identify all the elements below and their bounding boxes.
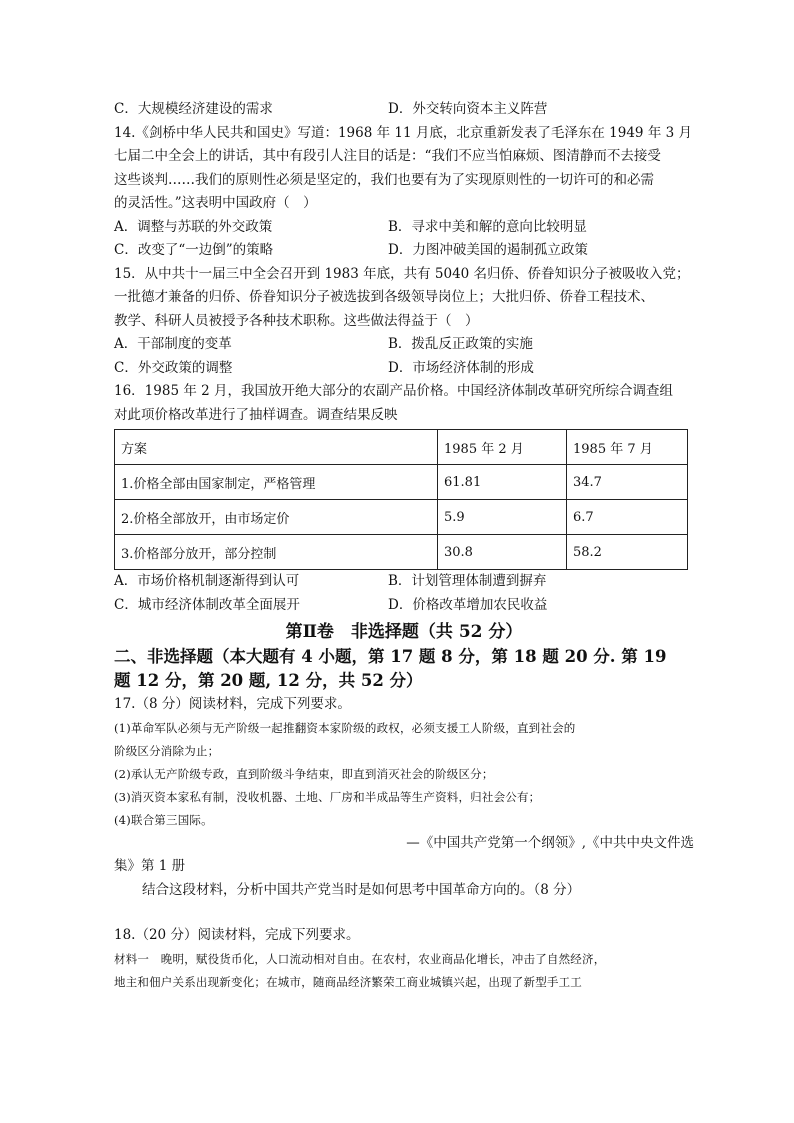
q14-options-cd [114,239,694,263]
q13-option-c: C．大规模经济建设的需求 [114,101,273,117]
q16-stem-line: 16．1985 年 2 月，我国放开绝大部分的农副产品价格。中国经济体制改革研究所综合调查组 [114,383,673,399]
q13-option-d: D．外交转向资本主义阵营 [388,101,548,117]
table-cell: 3.价格部分放开，部分控制 [115,535,438,570]
q16-option-b: B．计划管理体制遭到摒弃 [388,573,547,589]
table-cell: 58.2 [567,535,688,570]
table-header-cell: 1985 年 2 月 [438,430,567,465]
question-14 [114,122,694,263]
q14-option-d: D．力图冲破美国的遏制孤立政策 [388,242,588,258]
q14-options-ab [114,216,694,240]
q18-material-line: 地主和佃户关系出现新变化；在城市，随商品经济繁荣工商业城镇兴起，出现了新型手工工 [114,974,582,989]
table-row [115,500,688,535]
q17-stem: 17.（8 分）阅读材料，完成下列要求。 [114,696,351,712]
q17-material-line: (1)革命军队必须与无产阶级一起推翻资本家阶级的政权，必须支援工人阶级，直到社会的 [114,720,576,735]
table-header-cell: 1985 年 7 月 [567,430,688,465]
table-cell: 5.9 [438,500,567,535]
q14-option-c: C．改变了“一边倒”的策略 [114,242,274,258]
question-18 [114,924,694,994]
table-cell: 1.价格全部由国家制定，严格管理 [115,465,438,500]
table-row [115,535,688,570]
q13-options-cd [114,98,694,122]
survey-table [114,429,688,570]
q14-stem-line: 七届二中全会上的讲话，其中有段引人注目的话是：“我们不应当怕麻烦、图清静而不去接受 [114,148,661,164]
table-cell: 61.81 [438,465,567,500]
q17-task: 结合这段材料，分析中国共产党当时是如何思考中国革命方向的。（8 分） [142,881,581,898]
section-heading-line: 二、非选择题（本大题有 4 小题，第 17 题 8 分，第 18 题 20 分. 第 19 [114,647,667,666]
exam-page [114,98,694,994]
table-row [115,465,688,500]
q16-options-ab [114,570,694,594]
table-cell: 30.8 [438,535,567,570]
q15-option-d: D．市场经济体制的形成 [388,359,534,376]
q17-source: 集》第 1 册 [114,858,186,874]
q16-option-c: C．城市经济体制改革全面展开 [114,596,300,613]
q14-stem-line: 14.《剑桥中华人民共和国史》写道：1968 年 11 月底，北京重新发表了毛泽东在 1949 年 3 月 [114,124,692,141]
q17-material-line: (2)承认无产阶级专政，直到阶级斗争结束，即直到消灭社会的阶级区分； [114,766,494,781]
q17-source: —《中国共产党第一个纲领》,《中共中央文件选 [406,834,694,851]
table-cell: 2.价格全部放开，由市场定价 [115,500,438,535]
q17-material-line: 阶级区分消除为止； [114,743,220,758]
q15-option-a: A．干部制度的变革 [114,336,232,352]
question-17 [114,693,694,902]
section-title: 第Ⅱ卷 非选择题（共 52 分） [285,622,523,642]
q18-stem: 18.（20 分）阅读材料，完成下列要求。 [114,927,360,943]
q14-option-b: B．寻求中美和解的意向比较明显 [388,218,587,235]
q15-stem-line: 教学、科研人员被授予各种技术职称。这些做法得益于（ ） [114,312,479,329]
q16-option-d: D．价格改革增加农民收益 [388,596,548,613]
q15-stem-line: 15．从中共十一届三中全会召开到 1983 年底，共有 5040 名归侨、侨眷知识分子被吸收入党； [114,265,690,282]
table-cell: 6.7 [567,500,688,535]
q14-stem-line: 的灵活性。”这表明中国政府（ ） [114,195,317,211]
q18-material-line: 材料一 晚明，赋役货币化，人口流动相对自由。在农村，农业商品化增长，冲击了自然经济， [114,951,606,966]
table-cell: 34.7 [567,465,688,500]
table-header-cell: 方案 [115,430,438,465]
q15-option-b: B．拨乱反正政策的实施 [388,336,533,352]
q14-stem-line: 这些谈判……我们的原则性必须是坚定的，我们也要有为了实现原则性的一切许可的和必需 [114,171,654,188]
q16-stem-line: 对此项价格改革进行了抽样调查。调查结果反映 [114,406,398,423]
section-heading-line: 题 12 分，第 20 题, 12 分，共 52 分） [114,671,423,690]
q15-option-c: C．外交政策的调整 [114,359,233,376]
q16-options-cd [114,594,694,618]
q15-stem-line: 一批德才兼备的归侨、侨眷知识分子被选拔到各级领导岗位上；大批归侨、侨眷工程技术、 [114,289,654,305]
q15-options-ab [114,333,694,357]
q17-material-line: (3)消灭资本家私有制，没收机器、土地、厂房和半成品等生产资料，归社会公有； [114,789,541,804]
question-16 [114,380,694,617]
q15-options-cd [114,357,694,381]
q14-option-a: A．调整与苏联的外交政策 [114,218,273,235]
table-header-row [115,430,688,465]
q16-option-a: A．市场价格机制逐渐得到认可 [114,573,300,589]
q17-material-line: (4)联合第三国际。 [114,812,213,827]
question-15 [114,263,694,381]
